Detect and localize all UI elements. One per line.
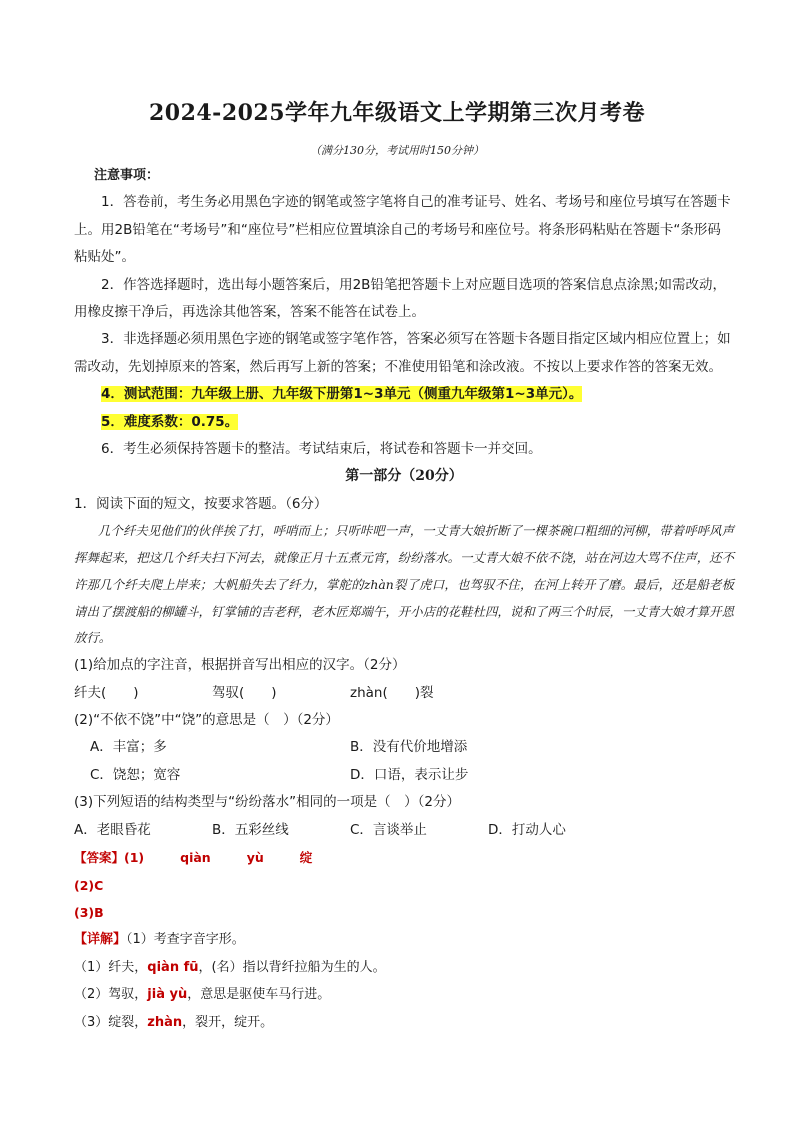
answer-part1-prefix: (1) [124,850,145,866]
answer-line-2: (2)C [74,877,104,893]
sub-question-3-options [74,817,734,844]
notice-item-6: 6．考生必须保持答题卡的整洁。考试结束后，将试卷和答题卡一并交回。 [101,441,542,458]
exam-content [74,162,734,1036]
option-d: D．打动人心 [488,821,566,838]
detail-line-2: （2）驾驭，jià yù，意思是驱使车马行进。 [74,987,331,1003]
option-c: C．饶恕；宽容 [90,766,181,783]
notice-item-4-highlight: 4．测试范围：九年级上册、九年级下册第1~3单元（侧重九年级第1~3单元）。 [101,386,583,403]
notice-item-5 [74,409,734,436]
pinyin-item-3: zhàn( )裂 [350,684,434,701]
notice-item-3: 3．非选择题必须用黑色字迹的钢笔或签字笔作答，答案必须写在答题卡各题目指定区域内相应位置上；如需改动，先划掉原来的答案，然后再写上新的答案；不准使用铅笔和涂改液。不按以上要求作答的答案无效。 [74,331,731,375]
answer-line-3: (3)B [74,904,104,920]
notice-heading: 注意事项： [94,168,160,183]
question-1-stem: 1．阅读下面的短文，按要求答题。（6分） [74,495,328,512]
sub-question-2-options-row-2 [74,762,734,789]
exam-title: 2024-2025学年九年级语文上学期第三次月考卷 [148,100,646,126]
notice-item-4 [74,381,734,408]
option-d: D．口语，表示让步 [350,766,469,783]
option-a: A．丰富；多 [90,739,167,756]
option-b: B．五彩丝线 [212,821,289,838]
option-c: C．言谈举止 [350,821,427,838]
detail-line-1: （1）纤夫，qiàn fū，(名）指以背纤拉船为生的人。 [74,959,386,975]
section-title: 第一部分（20分） [345,468,463,485]
answer-label: 【答案】 [74,850,125,866]
sub-question-1-items [74,680,734,707]
sub-question-1-prompt: (1)给加点的字注音，根据拼音写出相应的汉字。（2分） [74,657,406,674]
answer-value-1: qiàn [180,850,211,866]
answer-value-2: yù [246,850,264,866]
pinyin-item-1: 纤夫( ) [74,684,139,701]
sub-question-2-prompt: (2)“不依不饶”中“饶”的意思是（ ）（2分） [74,712,339,729]
sub-question-2-options-row-1 [74,734,734,761]
option-a: A．老眼昏花 [74,821,151,838]
detail-pinyin-3: zhàn [147,1014,183,1030]
notice-item-5-highlight: 5．难度系数：0.75。 [101,413,239,430]
option-b: B．没有代价地增添 [350,739,468,756]
question-1-passage: 几个纤夫见他们的伙伴挨了打，呼哨而上；只听咔吧一声，一丈青大娘折断了一棵茶碗口粗细的河柳，带着呼呼风声挥舞起来，把这几个纤夫扫下河去，就像正月十五煮元宵，纷纷落水。一丈青大娘不依不饶，站在河边大骂不住声，还不许那几个纤夫爬上岸来；大帆船失去了纤力，掌舵的zhàn裂了虎口，也驾驭不住，在河上转开了磨。最后，还是船老板请出了摆渡船的柳罐斗，钉掌铺的吉老秤，老木匠郑端午，开小店的花鞋杜四，说和了两三个时辰，一丈青大娘才算开恩放行。 [74,523,734,646]
detail-label: 【详解】 [74,932,127,948]
detail-intro-text: （1）考查字音字形。 [126,932,245,948]
detail-pinyin-2: jià yù [147,987,188,1003]
detail-intro [74,926,734,953]
answer-value-3: 绽 [299,850,313,866]
detail-line-3: （3）绽裂，zhàn，裂开，绽开。 [74,1014,274,1030]
notice-item-2: 2．作答选择题时，选出每小题答案后，用2B铅笔把答题卡上对应题目选项的答案信息点涂黑;如需改动，用橡皮擦干净后，再选涂其他答案，答案不能答在试卷上。 [74,276,726,321]
exam-subtitle: （满分130分，考试用时150分钟） [310,144,484,157]
sub-question-3-prompt: (3)下列短语的结构类型与“纷纷落水”相同的一项是（ ）（2分） [74,794,460,811]
pinyin-item-2: 驾驭( ) [212,684,277,701]
answer-line-1 [74,844,734,871]
notice-item-1: 1．答卷前，考生务必用黑色字迹的钢笔或签字笔将自己的准考证号、姓名、考场号和座位号填写在答题卡上。用2B铅笔在“考场号”和“座位号”栏相应位置填涂自己的考场号和座位号。将条形码粘贴在答题卡“条形码粘贴处”。 [74,194,731,266]
detail-pinyin-1: qiàn fū [147,959,199,975]
